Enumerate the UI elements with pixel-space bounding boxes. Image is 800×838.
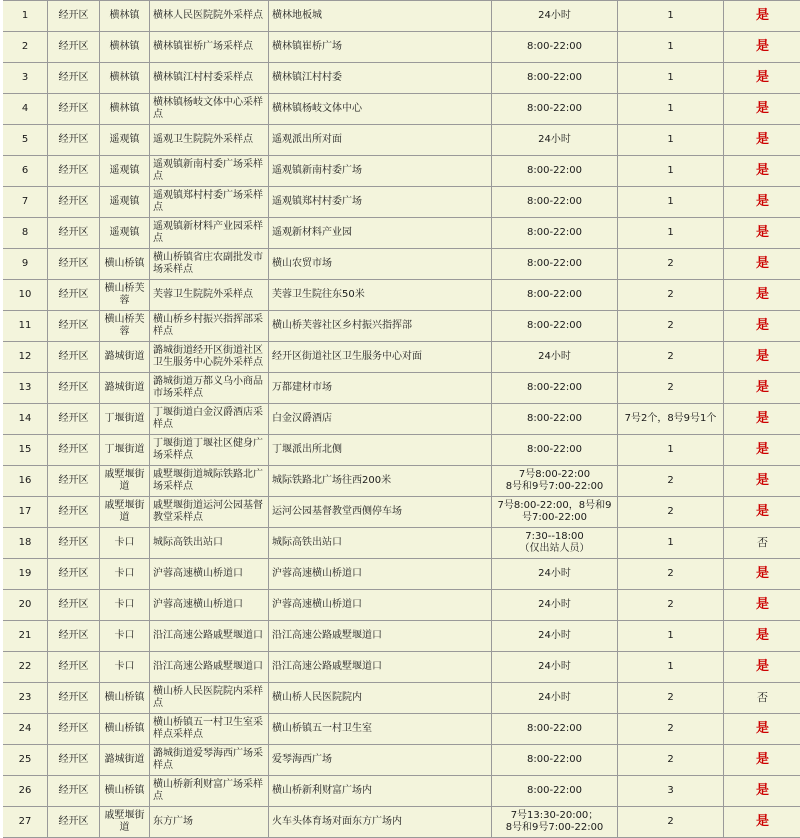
address-cell: 横林地板城	[269, 1, 492, 32]
row-number: 4	[2, 94, 48, 125]
hours-cell: 8:00-22:00	[492, 311, 618, 342]
count-cell: 2	[618, 683, 724, 714]
site-name-cell: 芙蓉卫生院院外采样点	[150, 280, 269, 311]
address-cell: 遥观镇新南村委广场	[269, 156, 492, 187]
table-row	[2, 807, 800, 838]
row-number: 7	[2, 187, 48, 218]
row-number: 22	[2, 652, 48, 683]
address-cell: 沪蓉高速横山桥道口	[269, 559, 492, 590]
address-cell: 横山桥镇五一村卫生室	[269, 714, 492, 745]
site-name-cell: 遥观镇新材料产业园采样点	[150, 218, 269, 249]
district-cell: 经开区	[48, 94, 100, 125]
address-cell: 遥观新材料产业园	[269, 218, 492, 249]
hours-cell: 8:00-22:00	[492, 373, 618, 404]
district-cell: 经开区	[48, 373, 100, 404]
count-cell: 1	[618, 94, 724, 125]
site-name-cell: 沿江高速公路戚墅堰道口	[150, 621, 269, 652]
hours-cell: 24小时	[492, 125, 618, 156]
town-cell: 横林镇	[100, 63, 150, 94]
hours-cell: 8:00-22:00	[492, 187, 618, 218]
hours-cell: 8:00-22:00	[492, 94, 618, 125]
hours-cell: 8:00-22:00	[492, 249, 618, 280]
table-row	[2, 776, 800, 807]
table-row	[2, 559, 800, 590]
town-cell: 遥观镇	[100, 218, 150, 249]
district-cell: 经开区	[48, 187, 100, 218]
town-cell: 横山桥镇	[100, 249, 150, 280]
row-number: 1	[2, 1, 48, 32]
hours-cell: 7号8:00-22:00，8号和9号7:00-22:00	[492, 497, 618, 528]
count-cell: 1	[618, 125, 724, 156]
town-cell: 卡口	[100, 528, 150, 559]
count-cell: 2	[618, 249, 724, 280]
row-number: 8	[2, 218, 48, 249]
flag-cell: 是	[724, 652, 800, 683]
address-cell: 城际铁路北广场往西200米	[269, 466, 492, 497]
town-cell: 戚墅堰街道	[100, 466, 150, 497]
district-cell: 经开区	[48, 528, 100, 559]
address-cell: 遥观镇郑村村委广场	[269, 187, 492, 218]
town-cell: 卡口	[100, 621, 150, 652]
flag-cell: 是	[724, 218, 800, 249]
flag-cell: 是	[724, 776, 800, 807]
address-cell: 沿江高速公路戚墅堰道口	[269, 621, 492, 652]
town-cell: 横山桥芙蓉	[100, 280, 150, 311]
address-cell: 横山农贸市场	[269, 249, 492, 280]
flag-cell: 是	[724, 187, 800, 218]
flag-cell: 是	[724, 466, 800, 497]
flag-cell: 是	[724, 714, 800, 745]
town-cell: 遥观镇	[100, 125, 150, 156]
count-cell: 2	[618, 373, 724, 404]
table-row	[2, 249, 800, 280]
table-row	[2, 528, 800, 559]
table-row	[2, 652, 800, 683]
site-name-cell: 横山桥乡村振兴指挥部采样点	[150, 311, 269, 342]
site-name-cell: 横山桥人民医院院内采样点	[150, 683, 269, 714]
hours-cell: 24小时	[492, 1, 618, 32]
table-row	[2, 187, 800, 218]
table-row	[2, 404, 800, 435]
flag-cell: 是	[724, 435, 800, 466]
row-number: 18	[2, 528, 48, 559]
site-name-cell: 横林镇江村村委采样点	[150, 63, 269, 94]
row-number: 20	[2, 590, 48, 621]
table-row	[2, 156, 800, 187]
district-cell: 经开区	[48, 218, 100, 249]
site-name-cell: 东方广场	[150, 807, 269, 838]
row-number: 19	[2, 559, 48, 590]
table-row	[2, 94, 800, 125]
flag-cell: 是	[724, 621, 800, 652]
town-cell: 卡口	[100, 590, 150, 621]
table-body	[2, 1, 800, 838]
count-cell: 1	[618, 1, 724, 32]
hours-cell: 8:00-22:00	[492, 218, 618, 249]
site-name-cell: 横山桥镇五一村卫生室采样点采样点	[150, 714, 269, 745]
row-number: 15	[2, 435, 48, 466]
count-cell: 1	[618, 435, 724, 466]
hours-cell: 24小时	[492, 590, 618, 621]
table-row	[2, 683, 800, 714]
flag-cell: 是	[724, 311, 800, 342]
flag-cell: 是	[724, 249, 800, 280]
count-cell: 2	[618, 559, 724, 590]
row-number: 13	[2, 373, 48, 404]
town-cell: 横山桥镇	[100, 714, 150, 745]
flag-cell: 是	[724, 559, 800, 590]
address-cell: 横山桥芙蓉社区乡村振兴指挥部	[269, 311, 492, 342]
site-name-cell: 潞城街道经开区街道社区卫生服务中心院外采样点	[150, 342, 269, 373]
town-cell: 卡口	[100, 652, 150, 683]
flag-cell: 是	[724, 497, 800, 528]
site-name-cell: 沪蓉高速横山桥道口	[150, 590, 269, 621]
hours-cell: 7号8:00-22:00 8号和9号7:00-22:00	[492, 466, 618, 497]
flag-cell: 是	[724, 590, 800, 621]
table-row	[2, 32, 800, 63]
hours-cell: 24小时	[492, 652, 618, 683]
hours-cell: 8:00-22:00	[492, 156, 618, 187]
hours-cell: 8:00-22:00	[492, 404, 618, 435]
address-cell: 沿江高速公路戚墅堰道口	[269, 652, 492, 683]
row-number: 23	[2, 683, 48, 714]
flag-cell: 是	[724, 745, 800, 776]
town-cell: 戚墅堰街道	[100, 497, 150, 528]
hours-cell: 8:00-22:00	[492, 714, 618, 745]
table-row	[2, 373, 800, 404]
district-cell: 经开区	[48, 63, 100, 94]
count-cell: 1	[618, 187, 724, 218]
flag-cell: 否	[724, 683, 800, 714]
row-number: 10	[2, 280, 48, 311]
flag-cell: 是	[724, 1, 800, 32]
hours-cell: 8:00-22:00	[492, 435, 618, 466]
district-cell: 经开区	[48, 1, 100, 32]
hours-cell: 8:00-22:00	[492, 280, 618, 311]
town-cell: 丁堰街道	[100, 435, 150, 466]
hours-cell: 24小时	[492, 621, 618, 652]
table-row	[2, 466, 800, 497]
district-cell: 经开区	[48, 621, 100, 652]
count-cell: 1	[618, 528, 724, 559]
table-row	[2, 311, 800, 342]
district-cell: 经开区	[48, 435, 100, 466]
site-name-cell: 城际高铁出站口	[150, 528, 269, 559]
table-row	[2, 590, 800, 621]
flag-cell: 是	[724, 125, 800, 156]
row-number: 2	[2, 32, 48, 63]
count-cell: 1	[618, 156, 724, 187]
district-cell: 经开区	[48, 342, 100, 373]
district-cell: 经开区	[48, 32, 100, 63]
count-cell: 1	[618, 32, 724, 63]
address-cell: 横山桥人民医院院内	[269, 683, 492, 714]
town-cell: 遥观镇	[100, 156, 150, 187]
row-number: 27	[2, 807, 48, 838]
hours-cell: 24小时	[492, 342, 618, 373]
site-name-cell: 横林人民医院院外采样点	[150, 1, 269, 32]
flag-cell: 是	[724, 280, 800, 311]
flag-cell: 是	[724, 342, 800, 373]
hours-cell: 8:00-22:00	[492, 32, 618, 63]
count-cell: 2	[618, 280, 724, 311]
district-cell: 经开区	[48, 125, 100, 156]
district-cell: 经开区	[48, 249, 100, 280]
district-cell: 经开区	[48, 466, 100, 497]
district-cell: 经开区	[48, 776, 100, 807]
site-name-cell: 潞城街道万都义乌小商品市场采样点	[150, 373, 269, 404]
table-row	[2, 125, 800, 156]
district-cell: 经开区	[48, 714, 100, 745]
town-cell: 遥观镇	[100, 187, 150, 218]
site-name-cell: 丁堰街道丁堰社区健身广场采样点	[150, 435, 269, 466]
flag-cell: 是	[724, 63, 800, 94]
district-cell: 经开区	[48, 652, 100, 683]
count-cell: 2	[618, 466, 724, 497]
address-cell: 爱琴海西广场	[269, 745, 492, 776]
address-cell: 火车头体育场对面东方广场内	[269, 807, 492, 838]
address-cell: 横林镇崔桥广场	[269, 32, 492, 63]
district-cell: 经开区	[48, 807, 100, 838]
flag-cell: 是	[724, 94, 800, 125]
district-cell: 经开区	[48, 745, 100, 776]
count-cell: 1	[618, 218, 724, 249]
town-cell: 卡口	[100, 559, 150, 590]
district-cell: 经开区	[48, 311, 100, 342]
flag-cell: 是	[724, 807, 800, 838]
town-cell: 横林镇	[100, 1, 150, 32]
table-row	[2, 714, 800, 745]
row-number: 14	[2, 404, 48, 435]
address-cell: 运河公园基督教堂西侧停车场	[269, 497, 492, 528]
town-cell: 横山桥镇	[100, 683, 150, 714]
row-number: 9	[2, 249, 48, 280]
flag-cell: 是	[724, 373, 800, 404]
row-number: 21	[2, 621, 48, 652]
hours-cell: 7号13:30-20:00； 8号和9号7:00-22:00	[492, 807, 618, 838]
site-name-cell: 戚墅堰街道城际铁路北广场采样点	[150, 466, 269, 497]
address-cell: 横山桥新利财富广场内	[269, 776, 492, 807]
site-name-cell: 遥观镇郑村村委广场采样点	[150, 187, 269, 218]
count-cell: 2	[618, 807, 724, 838]
table-row	[2, 497, 800, 528]
row-number: 25	[2, 745, 48, 776]
town-cell: 潞城街道	[100, 342, 150, 373]
town-cell: 横林镇	[100, 94, 150, 125]
hours-cell: 24小时	[492, 683, 618, 714]
hours-cell: 8:00-22:00	[492, 745, 618, 776]
table-row	[2, 280, 800, 311]
count-cell: 2	[618, 311, 724, 342]
address-cell: 遥观派出所对面	[269, 125, 492, 156]
address-cell: 丁堰派出所北侧	[269, 435, 492, 466]
count-cell: 2	[618, 497, 724, 528]
town-cell: 丁堰街道	[100, 404, 150, 435]
row-number: 11	[2, 311, 48, 342]
site-name-cell: 横山桥镇省庄农副批发市场采样点	[150, 249, 269, 280]
flag-cell: 是	[724, 404, 800, 435]
hours-cell: 8:00-22:00	[492, 776, 618, 807]
row-number: 24	[2, 714, 48, 745]
address-cell: 芙蓉卫生院往东50米	[269, 280, 492, 311]
row-number: 3	[2, 63, 48, 94]
row-number: 12	[2, 342, 48, 373]
site-name-cell: 戚墅堰街道运河公园基督教堂采样点	[150, 497, 269, 528]
district-cell: 经开区	[48, 497, 100, 528]
site-name-cell: 丁堰街道白金汉爵酒店采样点	[150, 404, 269, 435]
address-cell: 横林镇江村村委	[269, 63, 492, 94]
row-number: 16	[2, 466, 48, 497]
count-note-cell: 7号2个，8号9号1个	[618, 404, 724, 435]
site-name-cell: 遥观镇新南村委广场采样点	[150, 156, 269, 187]
row-number: 17	[2, 497, 48, 528]
address-cell: 横林镇杨岐文体中心	[269, 94, 492, 125]
district-cell: 经开区	[48, 156, 100, 187]
site-name-cell: 横山桥新利财富广场采样点	[150, 776, 269, 807]
site-name-cell: 横林镇崔桥广场采样点	[150, 32, 269, 63]
table-row	[2, 63, 800, 94]
district-cell: 经开区	[48, 559, 100, 590]
district-cell: 经开区	[48, 404, 100, 435]
table-row	[2, 745, 800, 776]
hours-cell: 7:30--18:00 （仅出站人员）	[492, 528, 618, 559]
site-name-cell: 沿江高速公路戚墅堰道口	[150, 652, 269, 683]
count-cell: 2	[618, 714, 724, 745]
table-row	[2, 621, 800, 652]
table-row	[2, 1, 800, 32]
site-name-cell: 横林镇杨岐文体中心采样点	[150, 94, 269, 125]
count-cell: 3	[618, 776, 724, 807]
address-cell: 经开区街道社区卫生服务中心对面	[269, 342, 492, 373]
district-cell: 经开区	[48, 280, 100, 311]
site-name-cell: 遥观卫生院院外采样点	[150, 125, 269, 156]
table-row	[2, 435, 800, 466]
town-cell: 横林镇	[100, 32, 150, 63]
address-cell: 白金汉爵酒店	[269, 404, 492, 435]
flag-cell: 否	[724, 528, 800, 559]
town-cell: 潞城街道	[100, 373, 150, 404]
count-cell: 2	[618, 590, 724, 621]
town-cell: 戚墅堰街道	[100, 807, 150, 838]
town-cell: 横山桥镇	[100, 776, 150, 807]
count-cell: 1	[618, 621, 724, 652]
table-row	[2, 218, 800, 249]
address-cell: 沪蓉高速横山桥道口	[269, 590, 492, 621]
table-row	[2, 342, 800, 373]
hours-cell: 24小时	[492, 559, 618, 590]
district-cell: 经开区	[48, 683, 100, 714]
town-cell: 潞城街道	[100, 745, 150, 776]
town-cell: 横山桥芙蓉	[100, 311, 150, 342]
row-number: 6	[2, 156, 48, 187]
count-cell: 2	[618, 342, 724, 373]
address-cell: 城际高铁出站口	[269, 528, 492, 559]
hours-cell: 8:00-22:00	[492, 63, 618, 94]
count-cell: 1	[618, 652, 724, 683]
flag-cell: 是	[724, 32, 800, 63]
site-name-cell: 沪蓉高速横山桥道口	[150, 559, 269, 590]
row-number: 5	[2, 125, 48, 156]
row-number: 26	[2, 776, 48, 807]
flag-cell: 是	[724, 156, 800, 187]
district-cell: 经开区	[48, 590, 100, 621]
count-cell: 1	[618, 63, 724, 94]
count-cell: 2	[618, 745, 724, 776]
address-cell: 万都建材市场	[269, 373, 492, 404]
site-name-cell: 潞城街道爱琴海西广场采样点	[150, 745, 269, 776]
